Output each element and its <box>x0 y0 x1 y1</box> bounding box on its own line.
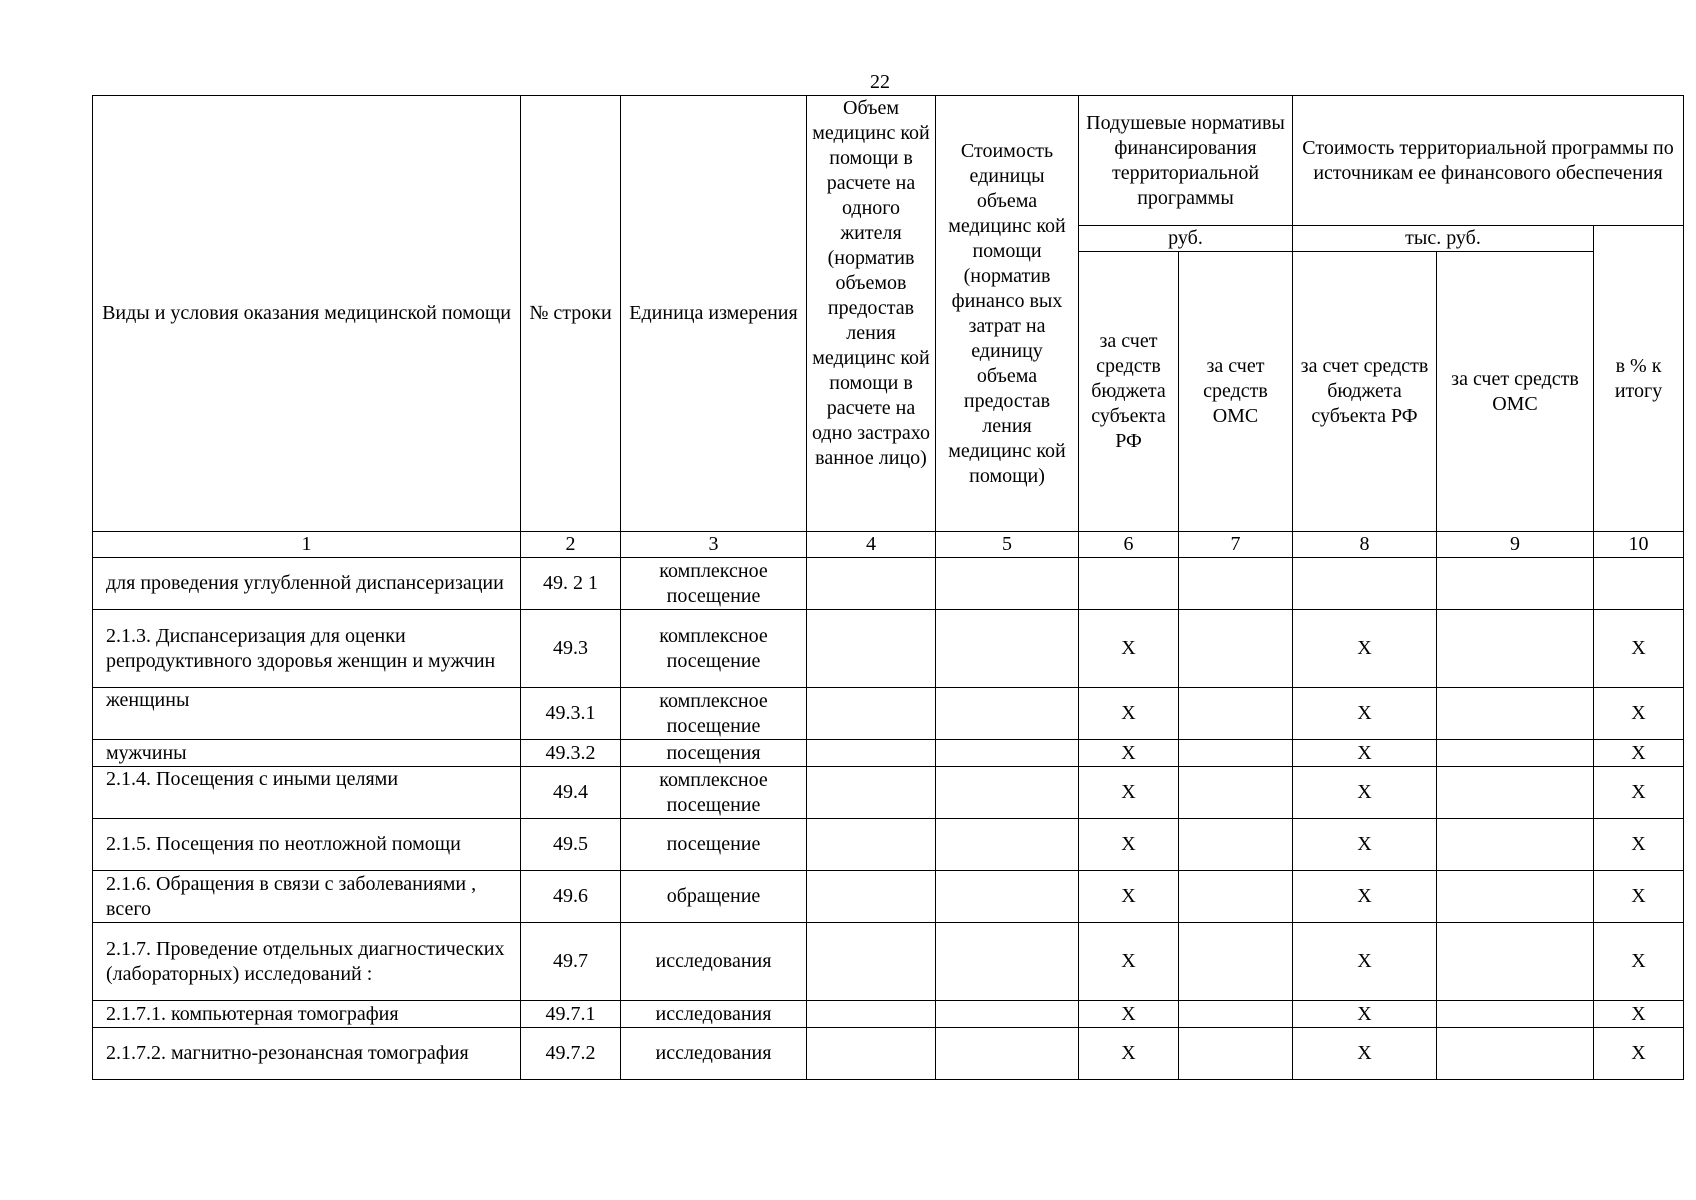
row-line-number: 49.5 <box>521 819 621 871</box>
column-number: 6 <box>1079 532 1179 558</box>
cell-col6: Х <box>1079 871 1179 923</box>
cell-col8: Х <box>1293 871 1437 923</box>
row-unit: комплексное посещение <box>621 767 807 819</box>
row-line-number: 49. 2 1 <box>521 558 621 610</box>
table-row <box>93 819 1684 871</box>
cell-col8 <box>1293 558 1437 610</box>
cell-col8: Х <box>1293 819 1437 871</box>
cell-col5 <box>936 923 1079 1001</box>
cell-col7 <box>1179 923 1293 1001</box>
header-per-capita-norms: Подушевые нормативы финансирования территориальной программы <box>1079 96 1293 226</box>
row-line-number: 49.3 <box>521 610 621 688</box>
row-unit: исследования <box>621 1028 807 1080</box>
table-row <box>93 740 1684 767</box>
row-name: 2.1.7.2. магнитно-резонансная томография <box>93 1028 521 1080</box>
cell-col5 <box>936 767 1079 819</box>
cell-col5 <box>936 740 1079 767</box>
column-number: 2 <box>521 532 621 558</box>
row-unit: посещение <box>621 819 807 871</box>
cell-col5 <box>936 819 1079 871</box>
row-name: 2.1.3. Диспансеризация для оценки репродуктивного здоровья женщин и мужчин <box>93 610 521 688</box>
row-unit: посещения <box>621 740 807 767</box>
cell-col10: Х <box>1594 740 1684 767</box>
row-name: женщины <box>93 688 521 740</box>
cell-col6: Х <box>1079 1001 1179 1028</box>
cell-col6: Х <box>1079 767 1179 819</box>
cell-col8: Х <box>1293 610 1437 688</box>
cell-col4 <box>807 740 936 767</box>
column-number: 5 <box>936 532 1079 558</box>
header-cost-budget: за счет средств бюджета субъекта РФ <box>1293 252 1437 532</box>
row-line-number: 49.4 <box>521 767 621 819</box>
cell-col10 <box>1594 558 1684 610</box>
header-percent-of-total: в % к итогу <box>1594 226 1684 532</box>
header-volume-norm: Объем медицинс кой помощи в расчете на одного жителя (норматив объемов предостав ления медицинс кой помощи в расчете на одно застрахо ванное лицо) <box>807 96 936 532</box>
header-unit-cost: Стоимость единицы объема медицинс кой помощи (норматив финансо вых затрат на единицу объема предостав ления медицинс кой помощи) <box>936 96 1079 532</box>
cell-col4 <box>807 1028 936 1080</box>
cell-col10: Х <box>1594 1001 1684 1028</box>
cell-col6: Х <box>1079 819 1179 871</box>
header-unit-rub: руб. <box>1079 226 1293 252</box>
cell-col8: Х <box>1293 923 1437 1001</box>
cell-col8: Х <box>1293 740 1437 767</box>
cell-col4 <box>807 558 936 610</box>
cell-col5 <box>936 610 1079 688</box>
cell-col8: Х <box>1293 767 1437 819</box>
column-number: 1 <box>93 532 521 558</box>
header-cost-oms: за счет средств ОМС <box>1437 252 1594 532</box>
row-unit: комплексное посещение <box>621 610 807 688</box>
row-line-number: 49.7.1 <box>521 1001 621 1028</box>
header-line-number: № строки <box>521 96 621 532</box>
row-unit: комплексное посещение <box>621 558 807 610</box>
cell-col7 <box>1179 819 1293 871</box>
header-per-capita-budget: за счет средств бюджета субъекта РФ <box>1079 252 1179 532</box>
cell-col4 <box>807 688 936 740</box>
cell-col9 <box>1437 923 1594 1001</box>
row-unit: обращение <box>621 871 807 923</box>
cell-col6: Х <box>1079 1028 1179 1080</box>
row-name: мужчины <box>93 740 521 767</box>
cell-col10: Х <box>1594 688 1684 740</box>
header-unit-thousand-rub: тыс. руб. <box>1293 226 1594 252</box>
cell-col10: Х <box>1594 1028 1684 1080</box>
cell-col5 <box>936 688 1079 740</box>
cell-col9 <box>1437 688 1594 740</box>
cell-col7 <box>1179 767 1293 819</box>
cell-col7 <box>1179 871 1293 923</box>
cell-col9 <box>1437 610 1594 688</box>
cell-col7 <box>1179 688 1293 740</box>
row-unit: исследования <box>621 1001 807 1028</box>
cell-col10: Х <box>1594 871 1684 923</box>
cell-col5 <box>936 1028 1079 1080</box>
row-line-number: 49.6 <box>521 871 621 923</box>
cell-col6 <box>1079 558 1179 610</box>
row-line-number: 49.7.2 <box>521 1028 621 1080</box>
column-number: 7 <box>1179 532 1293 558</box>
table-row <box>93 610 1684 688</box>
cell-col4 <box>807 1001 936 1028</box>
cell-col5 <box>936 1001 1079 1028</box>
header-per-capita-oms: за счет средств ОМС <box>1179 252 1293 532</box>
cell-col10: Х <box>1594 819 1684 871</box>
row-unit: комплексное посещение <box>621 688 807 740</box>
cell-col6: Х <box>1079 688 1179 740</box>
cell-col7 <box>1179 1001 1293 1028</box>
cell-col7 <box>1179 558 1293 610</box>
table-row <box>93 923 1684 1001</box>
column-number: 9 <box>1437 532 1594 558</box>
table-row <box>93 688 1684 740</box>
cell-col6: Х <box>1079 740 1179 767</box>
header-program-cost: Стоимость территориальной программы по источникам ее финансового обеспечения <box>1293 96 1684 226</box>
cell-col6: Х <box>1079 610 1179 688</box>
cell-col4 <box>807 819 936 871</box>
cell-col9 <box>1437 1001 1594 1028</box>
cell-col9 <box>1437 871 1594 923</box>
row-line-number: 49.3.1 <box>521 688 621 740</box>
cell-col7 <box>1179 740 1293 767</box>
cell-col7 <box>1179 610 1293 688</box>
header-unit: Единица измерения <box>621 96 807 532</box>
cell-col9 <box>1437 767 1594 819</box>
column-number: 8 <box>1293 532 1437 558</box>
row-name: 2.1.7. Проведение отдельных диагностических (лабораторных) исследований : <box>93 923 521 1001</box>
header-kinds-of-care: Виды и условия оказания медицинской помощи <box>93 96 521 532</box>
cell-col5 <box>936 558 1079 610</box>
row-name: для проведения углубленной диспансеризации <box>93 558 521 610</box>
cell-col10: Х <box>1594 923 1684 1001</box>
cell-col10: Х <box>1594 610 1684 688</box>
row-name: 2.1.6. Обращения в связи с заболеваниями , всего <box>93 871 521 923</box>
table-row <box>93 558 1684 610</box>
column-number: 10 <box>1594 532 1684 558</box>
cell-col10: Х <box>1594 767 1684 819</box>
cell-col9 <box>1437 1028 1594 1080</box>
cell-col4 <box>807 923 936 1001</box>
cell-col7 <box>1179 1028 1293 1080</box>
column-number: 3 <box>621 532 807 558</box>
cell-col8: Х <box>1293 1028 1437 1080</box>
table-row <box>93 1001 1684 1028</box>
cell-col9 <box>1437 740 1594 767</box>
cell-col6: Х <box>1079 923 1179 1001</box>
table-row <box>93 871 1684 923</box>
cell-col9 <box>1437 558 1594 610</box>
cell-col8: Х <box>1293 1001 1437 1028</box>
column-number: 4 <box>807 532 936 558</box>
cell-col4 <box>807 610 936 688</box>
row-name: 2.1.7.1. компьютерная томография <box>93 1001 521 1028</box>
cell-col4 <box>807 767 936 819</box>
cell-col5 <box>936 871 1079 923</box>
cell-col4 <box>807 871 936 923</box>
row-line-number: 49.7 <box>521 923 621 1001</box>
cell-col8: Х <box>1293 688 1437 740</box>
row-name: 2.1.5. Посещения по неотложной помощи <box>93 819 521 871</box>
row-line-number: 49.3.2 <box>521 740 621 767</box>
financing-table <box>92 95 1684 1080</box>
row-name: 2.1.4. Посещения с иными целями <box>93 767 521 819</box>
cell-col9 <box>1437 819 1594 871</box>
row-unit: исследования <box>621 923 807 1001</box>
page-number: 22 <box>870 71 890 93</box>
table-row <box>93 767 1684 819</box>
table-row <box>93 1028 1684 1080</box>
